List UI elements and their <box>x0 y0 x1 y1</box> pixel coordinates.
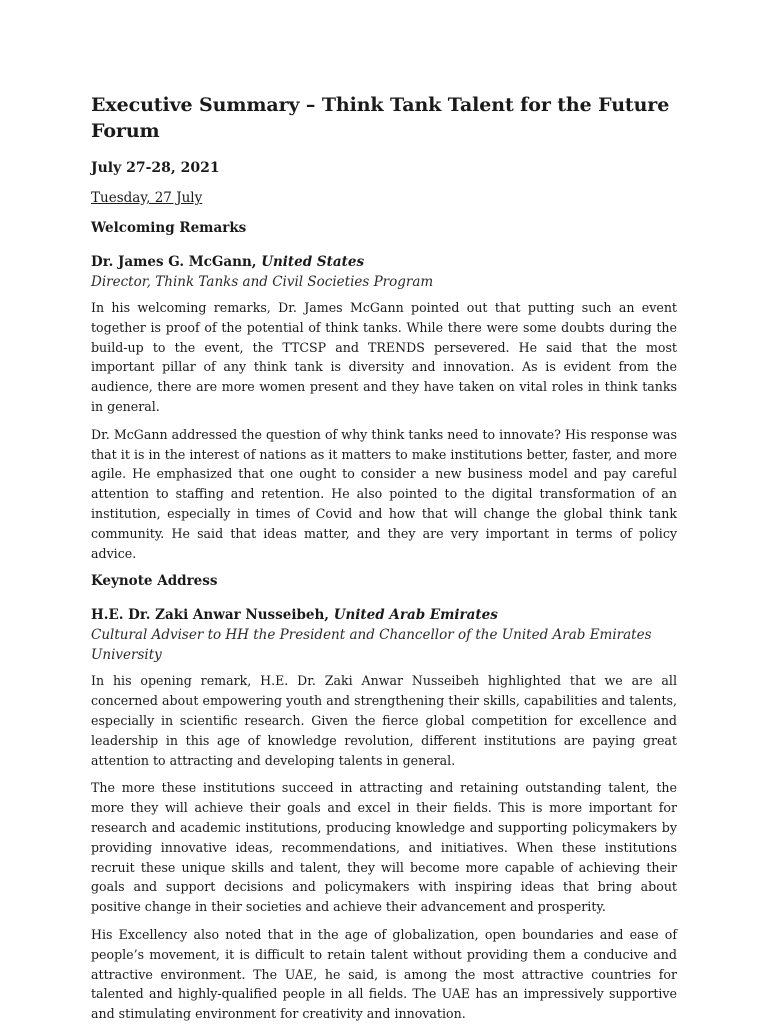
paragraph: The more these institutions succeed in attracting and retaining outstanding talent, the more they will achieve their goals and excel in their fields. This is more important for research and academic institutions, producing knowledge and supporting policymakers by providing innovative ideas, recommendations, and initiatives. When these institutions recruit these unique skills and talent, they will become more capable of achieving their goals and support decisions and policymakers with inspiring ideas that bring about positive change in their societies and achieve their advancement and prosperity. <box>91 780 677 915</box>
speaker-mcgann <box>91 252 677 272</box>
paragraph: In his welcoming remarks, Dr. James McGann pointed out that putting such an event together is proof of the potential of think tanks. While there were some doubts during the build-up to the event, the TTCSP and TRENDS persevered. He said that the most important pillar of any think tank is diversity and innovation. As is evident from the audience, there are more women present and they have taken on vital roles in think tanks in general. <box>91 300 677 414</box>
speaker-country: United States <box>261 254 365 270</box>
section-heading-keynote: Keynote Address <box>91 573 218 590</box>
speaker-role: Director, Think Tanks and Civil Societies Program <box>91 274 434 290</box>
speaker-nusseibeh <box>91 605 677 625</box>
speaker-name: H.E. Dr. Zaki Anwar Nusseibeh, <box>91 607 334 624</box>
speaker-country: United Arab Emirates <box>333 607 498 624</box>
paragraph: His Excellency also noted that in the age of globalization, open boundaries and ease of people’s movement, it is difficult to retain talent without providing them a conducive and attractive environment. The UAE, he said, is among the most attractive countries for talented and highly-qualified people in all fields. The UAE has an impressively supportive and stimulating environment for creativity and innovation. <box>91 926 677 1022</box>
section-heading-welcoming: Welcoming Remarks <box>91 220 247 236</box>
paragraph: In his opening remark, H.E. Dr. Zaki Anwar Nusseibeh highlighted that we are all concerned about empowering youth and strengthening their skills, capabilities and talents, especially in scientific research. Given the fierce global competition for excellence and leadership in this age of knowledge revolution, different institutions are paying great attention to attracting and developing talents in general. <box>91 673 677 768</box>
event-date: July 27-28, 2021 <box>91 160 220 176</box>
speaker-role: Cultural Adviser to HH the President and Chancellor of the United Arab Emirates University <box>91 627 652 664</box>
document-title: Executive Summary – Think Tank Talent for the Future Forum <box>91 94 670 142</box>
day-heading: Tuesday, 27 July <box>91 190 203 206</box>
speaker-name: Dr. James G. McGann, <box>91 254 262 270</box>
paragraph: Dr. McGann addressed the question of why think tanks need to innovate? His response was that it is in the interest of nations as it matters to make institutions better, faster, and more agile. He emphasized that one ought to consider a new business model and pay careful attention to staffing and retention. He also pointed to the digital transformation of an institution, especially in times of Covid and how that will change the global think tank community. He said that ideas matter, and they are very important in terms of policy advice. <box>91 426 677 561</box>
